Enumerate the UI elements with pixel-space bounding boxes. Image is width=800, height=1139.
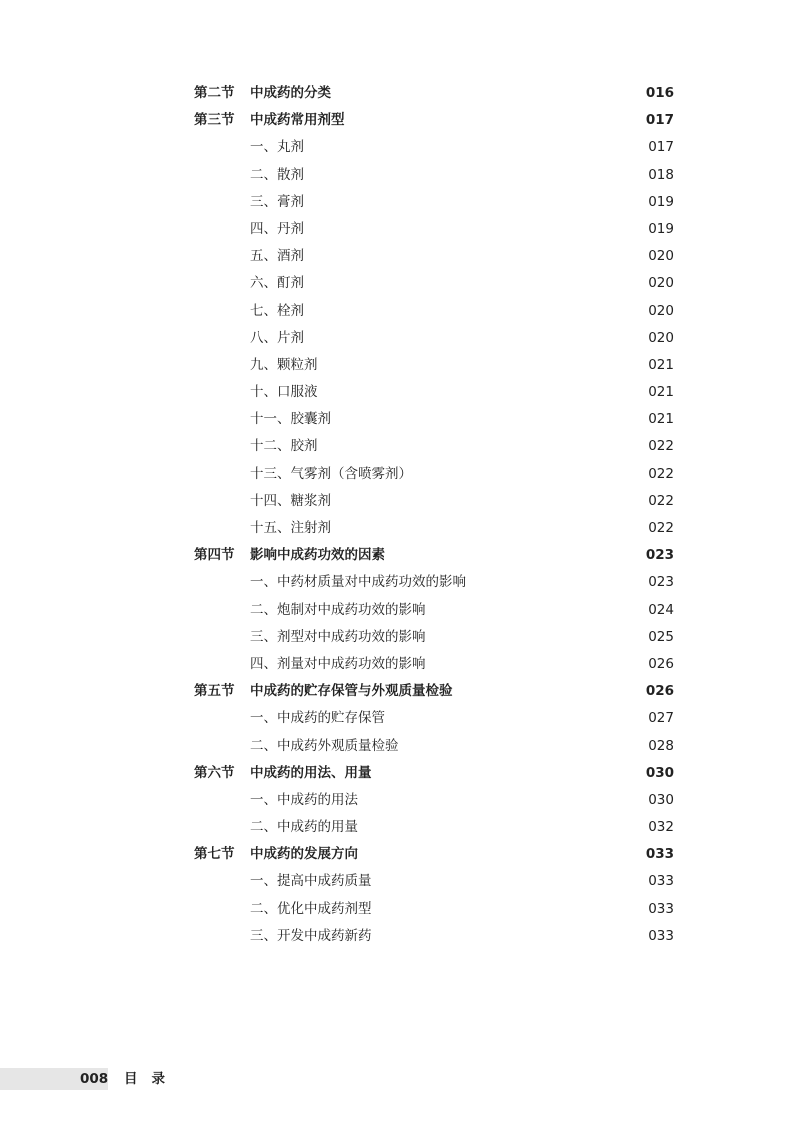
toc-title: 二、中成药外观质量检验 [250,737,399,754]
toc-entry-row[interactable] [0,298,800,325]
toc-page-number: 023 [645,547,674,564]
toc-entry-row[interactable] [0,868,800,895]
toc-entry-row[interactable] [0,569,800,596]
toc-entry-row[interactable] [0,406,800,433]
toc-title: 十、口服液 [250,384,318,401]
toc-page-number: 033 [645,846,674,863]
toc-section-label: 第五节 [194,683,235,700]
toc-page-number: 016 [645,85,674,101]
toc-title: 一、提高中成药质量 [250,873,372,890]
toc-page-number: 021 [648,356,674,373]
toc-entry-row[interactable] [0,733,800,760]
toc-page-number: 022 [648,492,674,509]
toc-title: 一、中药材质量对中成药功效的影响 [250,574,466,591]
toc-page-number: 020 [648,248,674,265]
toc-entry-row[interactable] [0,134,800,161]
toc-title: 中成药的发展方向 [250,846,358,863]
toc-entry-row[interactable] [0,270,800,297]
toc-chapter-row[interactable] [0,678,800,705]
toc-page-number: 030 [648,791,674,808]
toc-page-number: 024 [648,601,674,618]
toc-title: 十一、胶囊剂 [250,411,331,428]
toc-title: 十四、糖浆剂 [250,492,331,509]
toc-page-number: 033 [648,927,674,944]
toc-chapter-row[interactable] [0,760,800,787]
toc-chapter-row[interactable] [0,107,800,134]
toc-page-number: 025 [648,628,674,645]
toc-page-number: 020 [648,275,674,292]
toc-entry-row[interactable] [0,651,800,678]
toc-entry-row[interactable] [0,787,800,814]
toc-title: 中成药的用法、用量 [250,764,372,781]
toc-entry-row[interactable] [0,705,800,732]
toc-title: 影响中成药功效的因素 [250,547,385,564]
toc-entry-row[interactable] [0,189,800,216]
toc-entry-row[interactable] [0,488,800,515]
toc-title: 四、剂量对中成药功效的影响 [250,655,426,672]
toc-section-label: 第二节 [194,85,235,101]
toc-title: 十三、气雾剂（含喷雾剂） [250,465,412,482]
table-of-contents [0,80,800,950]
toc-page-number: 033 [648,900,674,917]
toc-title: 一、中成药的用法 [250,791,358,808]
toc-page-number: 020 [648,329,674,346]
toc-entry-row[interactable] [0,515,800,542]
toc-entry-row[interactable] [0,433,800,460]
footer-title: 目录 [124,1071,179,1087]
toc-entry-row[interactable] [0,352,800,379]
toc-title: 三、剂型对中成药功效的影响 [250,628,426,645]
footer-page-number: 008 [80,1071,109,1087]
toc-page-number: 033 [648,873,674,890]
toc-page-number: 032 [648,819,674,836]
toc-entry-row[interactable] [0,243,800,270]
toc-title: 六、酊剂 [250,275,304,292]
toc-section-label: 第七节 [194,846,235,863]
toc-title: 三、膏剂 [250,193,304,210]
toc-page-number: 022 [648,438,674,455]
toc-page-number: 017 [648,139,674,156]
toc-entry-row[interactable] [0,923,800,950]
toc-title: 五、酒剂 [250,248,304,265]
toc-chapter-row[interactable] [0,542,800,569]
toc-title: 中成药常用剂型 [250,112,345,129]
toc-title: 九、颗粒剂 [250,356,318,373]
toc-page-number: 021 [648,411,674,428]
toc-title: 八、片剂 [250,329,304,346]
toc-chapter-row[interactable] [0,841,800,868]
toc-title: 中成药的贮存保管与外观质量检验 [250,683,453,700]
toc-title: 四、丹剂 [250,220,304,237]
toc-section-label: 第三节 [194,112,235,129]
toc-page-number: 026 [645,683,674,700]
toc-page-number: 021 [648,384,674,401]
toc-entry-row[interactable] [0,896,800,923]
toc-page-number: 023 [648,574,674,591]
toc-page-number: 018 [648,166,674,183]
toc-entry-row[interactable] [0,814,800,841]
toc-entry-row[interactable] [0,379,800,406]
toc-entry-row[interactable] [0,325,800,352]
toc-entry-row[interactable] [0,597,800,624]
toc-page-number: 017 [645,112,674,129]
toc-page-number: 020 [648,302,674,319]
toc-section-label: 第六节 [194,764,235,781]
toc-page-number: 030 [645,764,674,781]
toc-page-number: 019 [648,220,674,237]
toc-entry-row[interactable] [0,461,800,488]
toc-title: 二、优化中成药剂型 [250,900,372,917]
toc-title: 十二、胶剂 [250,438,318,455]
toc-title: 二、中成药的用量 [250,819,358,836]
toc-page-number: 019 [648,193,674,210]
toc-page-number: 027 [648,710,674,727]
toc-entry-row[interactable] [0,216,800,243]
toc-title: 一、丸剂 [250,139,304,156]
toc-page-number: 026 [648,655,674,672]
toc-chapter-row[interactable] [0,80,800,107]
toc-page-number: 028 [648,737,674,754]
toc-title: 一、中成药的贮存保管 [250,710,385,727]
toc-section-label: 第四节 [194,547,235,564]
toc-entry-row[interactable] [0,162,800,189]
toc-title: 二、散剂 [250,166,304,183]
toc-entry-row[interactable] [0,624,800,651]
toc-title: 中成药的分类 [250,85,331,101]
toc-title: 三、开发中成药新药 [250,927,372,944]
toc-page-number: 022 [648,465,674,482]
toc-title: 十五、注射剂 [250,520,331,536]
toc-title: 二、炮制对中成药功效的影响 [250,601,426,618]
toc-page-number: 022 [648,520,674,536]
toc-title: 七、栓剂 [250,302,304,319]
